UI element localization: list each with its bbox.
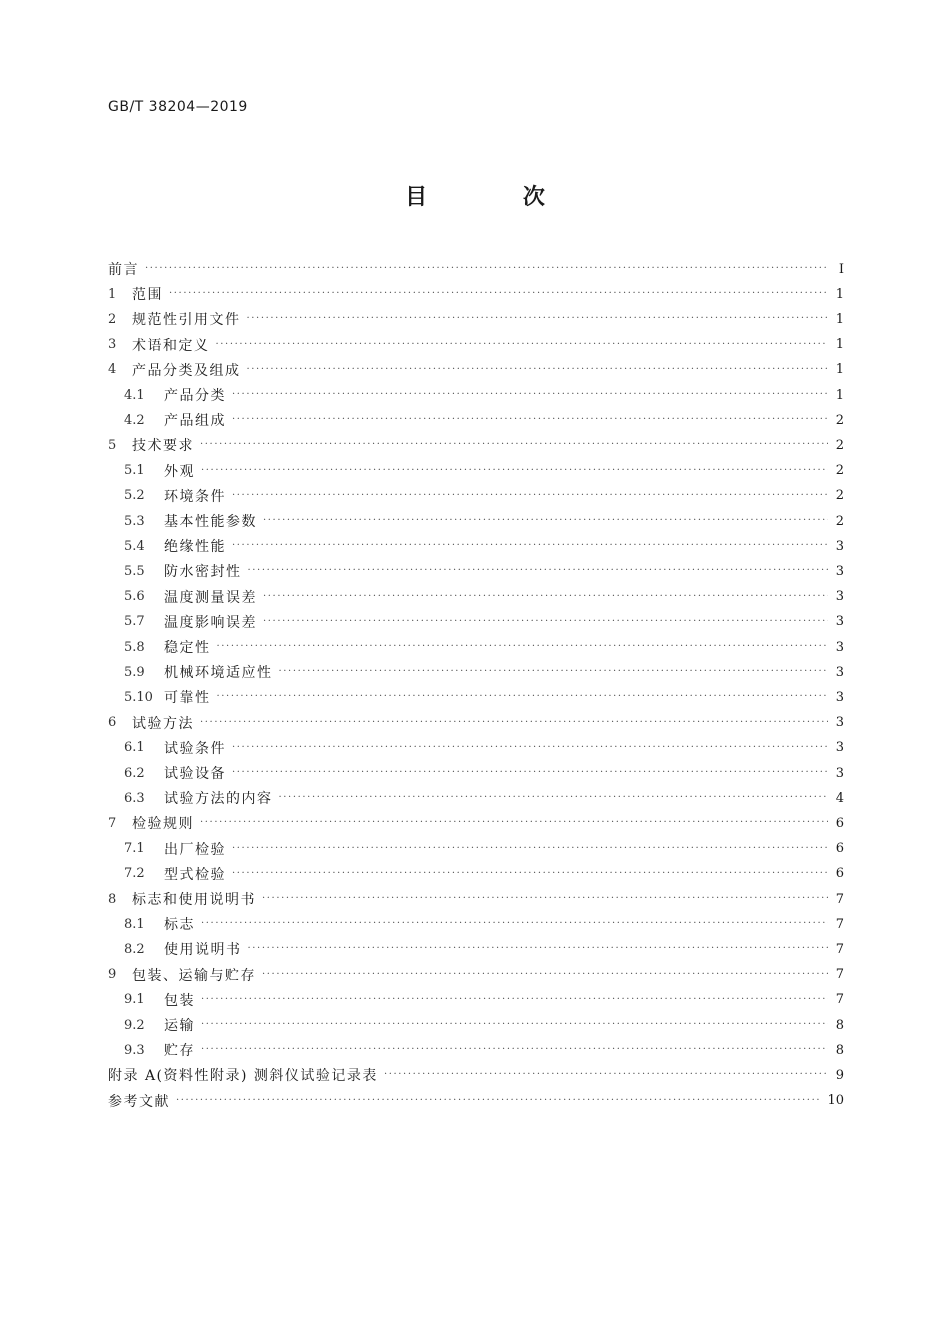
toc-entry[interactable] xyxy=(108,460,844,482)
toc-entry[interactable] xyxy=(108,611,844,633)
toc-entry[interactable] xyxy=(108,283,844,305)
toc-entry-page: 7 xyxy=(835,941,844,957)
dot-leader xyxy=(232,863,828,885)
toc-entry-label: 试验方法 xyxy=(132,715,194,732)
toc-entry-page: 7 xyxy=(835,992,844,1008)
toc-entry-number: 4 xyxy=(108,362,117,378)
toc-entry-number: 5.1 xyxy=(124,463,145,479)
dot-leader xyxy=(263,611,828,633)
toc-entry-label: 包装、运输与贮存 xyxy=(132,967,256,984)
toc-entry[interactable] xyxy=(108,510,844,532)
toc-entry[interactable] xyxy=(108,434,844,456)
toc-entry-label: 型式检验 xyxy=(164,866,226,883)
dot-leader xyxy=(200,812,828,834)
toc-entry-label: 试验方法的内容 xyxy=(164,791,273,808)
toc-entry-label: 产品分类及组成 xyxy=(132,362,241,379)
toc-entry-page: 3 xyxy=(835,589,844,605)
toc-entry-number: 6 xyxy=(108,715,117,731)
toc-entry-number: 8 xyxy=(108,891,117,907)
toc-entry-number: 5.7 xyxy=(124,614,145,630)
dot-leader xyxy=(232,384,828,406)
toc-entry-page: Ⅰ xyxy=(838,261,844,277)
toc-entry-number: 1 xyxy=(108,286,117,302)
toc-entry[interactable] xyxy=(108,308,844,330)
toc-entry-number: 5 xyxy=(108,437,117,453)
toc-entry-number: 6.1 xyxy=(124,740,145,756)
dot-leader xyxy=(247,308,829,330)
toc-entry-label: 可靠性 xyxy=(164,690,211,707)
toc-entry-number: 3 xyxy=(108,337,117,353)
toc-entry[interactable] xyxy=(108,762,844,784)
toc-entry-page: 6 xyxy=(835,866,844,882)
toc-entry-number: 7.2 xyxy=(124,866,145,882)
toc-entry[interactable] xyxy=(108,964,844,986)
toc-entry-number: 2 xyxy=(108,311,117,327)
toc-entry-label: 技术要求 xyxy=(132,438,194,455)
toc-entry-number: 8.1 xyxy=(124,916,145,932)
toc-entry-number: 5.8 xyxy=(124,639,145,655)
dot-leader xyxy=(232,409,828,431)
toc-entry-number: 4.1 xyxy=(124,387,145,403)
toc-entry-page: 3 xyxy=(835,614,844,630)
toc-entry-page: 8 xyxy=(835,1042,844,1058)
dot-leader xyxy=(248,938,829,960)
toc-entry-page: 3 xyxy=(835,765,844,781)
toc-entry-page: 3 xyxy=(835,563,844,579)
toc-entry[interactable] xyxy=(108,913,844,935)
toc-entry-number: 7.1 xyxy=(124,841,145,857)
dot-leader xyxy=(248,560,829,582)
toc-entry[interactable] xyxy=(108,409,844,431)
toc-entry-label: 标志和使用说明书 xyxy=(132,892,256,908)
toc-entry-label: 标志 xyxy=(164,917,195,934)
toc-entry-page: 6 xyxy=(835,841,844,857)
toc-entry-label: 参考文献 xyxy=(108,1093,170,1110)
toc-entry-page: 2 xyxy=(835,463,844,479)
toc-entry-page: 1 xyxy=(835,362,844,378)
toc-entry-label: 基本性能参数 xyxy=(164,514,257,530)
dot-leader xyxy=(200,712,828,734)
dot-leader xyxy=(232,535,828,557)
toc-entry-number: 9.3 xyxy=(124,1042,145,1058)
toc-entry-page: 2 xyxy=(835,437,844,453)
toc-entry-number: 6.2 xyxy=(124,765,145,781)
toc-entry[interactable] xyxy=(108,888,844,910)
toc-entry-number: 9 xyxy=(108,967,117,983)
toc-entry-page: 1 xyxy=(835,311,844,327)
toc-entry-label: 产品分类 xyxy=(164,388,226,404)
dot-leader xyxy=(176,1090,821,1112)
toc-entry-label: 试验条件 xyxy=(164,740,226,757)
toc-entry-label: 试验设备 xyxy=(164,766,226,782)
toc-entry-number: 9.2 xyxy=(124,1017,145,1033)
toc-entry-label: 温度影响误差 xyxy=(164,614,257,631)
toc-entry-label: 术语和定义 xyxy=(132,337,210,354)
dot-leader xyxy=(232,762,828,784)
toc-entry-page: 7 xyxy=(835,967,844,983)
dot-leader xyxy=(263,510,828,532)
toc-entry-label: 包装 xyxy=(164,992,195,1009)
toc-entry[interactable] xyxy=(108,485,844,507)
toc-entry[interactable] xyxy=(108,686,844,708)
dot-leader xyxy=(145,258,828,280)
toc-entry-label: 附录 A(资料性附录) 测斜仪试验记录表 xyxy=(108,1068,378,1085)
dot-leader xyxy=(201,1039,828,1061)
toc-entry-label: 使用说明书 xyxy=(164,942,242,959)
dot-leader xyxy=(201,1014,828,1036)
toc-entry[interactable] xyxy=(108,586,844,608)
toc-entry-label: 环境条件 xyxy=(164,488,226,505)
toc-entry-number: 5.2 xyxy=(124,488,145,504)
toc-entry-page: 3 xyxy=(835,538,844,554)
toc-entry[interactable] xyxy=(108,863,844,885)
toc-entry[interactable] xyxy=(108,989,844,1011)
toc-entry-page: 3 xyxy=(835,639,844,655)
toc-entry-page: 6 xyxy=(835,815,844,831)
dot-leader xyxy=(216,334,829,356)
toc-entry-label: 前言 xyxy=(108,262,139,278)
toc-entry-number: 5.5 xyxy=(124,563,145,579)
dot-leader xyxy=(201,989,828,1011)
toc-entry-number: 5.10 xyxy=(124,689,153,705)
toc-entry-label: 绝缘性能 xyxy=(164,539,226,556)
toc-entry-page: 1 xyxy=(835,286,844,302)
toc-entry[interactable] xyxy=(108,359,844,381)
dot-leader xyxy=(262,888,828,910)
toc-entry-page: 3 xyxy=(835,664,844,680)
toc-entry-label: 温度测量误差 xyxy=(164,589,257,606)
toc-entry-page: 3 xyxy=(835,689,844,705)
toc-entry-page: 3 xyxy=(835,715,844,731)
toc-entry-label: 范围 xyxy=(132,287,163,304)
dot-leader xyxy=(200,434,828,456)
toc-entry-page: 7 xyxy=(835,891,844,907)
toc-entry[interactable] xyxy=(108,812,844,834)
dot-leader xyxy=(263,586,828,608)
dot-leader xyxy=(201,913,828,935)
toc-entry-page: 1 xyxy=(835,337,844,353)
toc-entry-page: 7 xyxy=(835,916,844,932)
toc-entry-label: 外观 xyxy=(164,463,195,480)
toc-entry-number: 8.2 xyxy=(124,941,145,957)
toc-entry-label: 防水密封性 xyxy=(164,564,242,581)
toc-entry-page: 2 xyxy=(835,513,844,529)
toc-entry-label: 出厂检验 xyxy=(164,841,226,858)
dot-leader xyxy=(217,636,829,658)
toc-entry-page: 2 xyxy=(835,488,844,504)
dot-leader xyxy=(279,787,829,809)
page-title: 目 次 xyxy=(405,185,589,210)
toc-entry-label: 检验规则 xyxy=(132,816,194,833)
toc-entry-page: 2 xyxy=(835,412,844,428)
toc-entry-label: 运输 xyxy=(164,1018,195,1034)
toc-entry[interactable] xyxy=(108,636,844,658)
toc-entry[interactable] xyxy=(108,1064,844,1086)
toc-entry-label: 稳定性 xyxy=(164,640,211,656)
toc-entry-page: 8 xyxy=(835,1017,844,1033)
dot-leader xyxy=(384,1064,828,1086)
toc-entry-number: 7 xyxy=(108,815,117,831)
dot-leader xyxy=(247,359,829,381)
toc-entry[interactable] xyxy=(108,560,844,582)
toc-entry-page: 4 xyxy=(835,790,844,806)
toc-entry-number: 5.6 xyxy=(124,589,145,605)
dot-leader xyxy=(201,460,828,482)
toc-entry-number: 6.3 xyxy=(124,790,145,806)
toc-entry[interactable] xyxy=(108,938,844,960)
dot-leader xyxy=(232,737,828,759)
dot-leader xyxy=(232,838,828,860)
toc-entry-page: 3 xyxy=(835,740,844,756)
toc-entry[interactable] xyxy=(108,535,844,557)
toc-entry-label: 机械环境适应性 xyxy=(164,665,273,682)
toc-entry-number: 9.1 xyxy=(124,992,145,1008)
toc-entry-page: 1 xyxy=(835,387,844,403)
toc-entry-number: 5.9 xyxy=(124,664,145,680)
toc-entry[interactable] xyxy=(108,1090,844,1112)
toc-entry-label: 规范性引用文件 xyxy=(132,312,241,329)
standard-code: GB/T 38204—2019 xyxy=(108,99,248,115)
dot-leader xyxy=(232,485,828,507)
toc-entry[interactable] xyxy=(108,384,844,406)
toc-entry[interactable] xyxy=(108,661,844,683)
dot-leader xyxy=(279,661,829,683)
toc-entry-label: 贮存 xyxy=(164,1043,195,1060)
toc-entry[interactable] xyxy=(108,737,844,759)
toc-entry[interactable] xyxy=(108,1014,844,1036)
toc-entry-number: 4.2 xyxy=(124,412,145,428)
dot-leader xyxy=(262,964,828,986)
toc-entry[interactable] xyxy=(108,258,844,280)
toc-entry[interactable] xyxy=(108,1039,844,1061)
toc-entry[interactable] xyxy=(108,334,844,356)
toc-entry-page: 10 xyxy=(827,1093,844,1109)
toc-entry[interactable] xyxy=(108,838,844,860)
dot-leader xyxy=(169,283,828,305)
toc-entry-number: 5.3 xyxy=(124,513,145,529)
toc-entry-page: 9 xyxy=(835,1067,844,1083)
dot-leader xyxy=(217,686,829,708)
toc-entry-label: 产品组成 xyxy=(164,413,226,430)
toc-entry-number: 5.4 xyxy=(124,538,145,554)
toc-entry[interactable] xyxy=(108,787,844,809)
toc-entry[interactable] xyxy=(108,712,844,734)
